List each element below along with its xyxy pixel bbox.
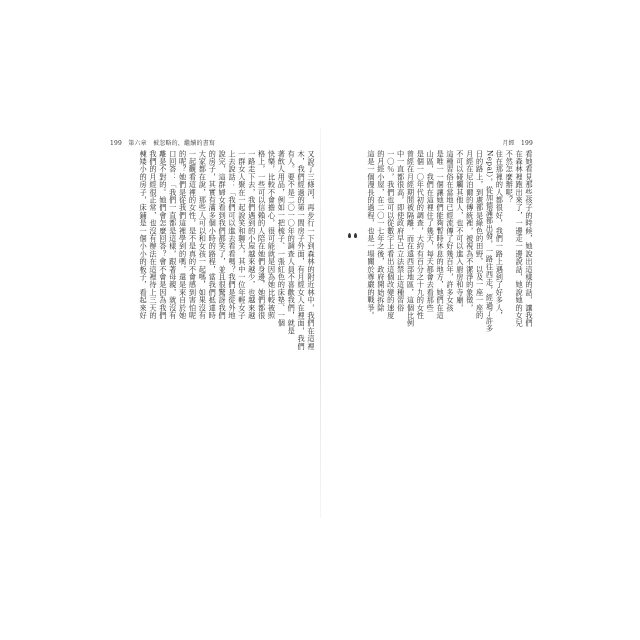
- text-column: 這是一個漫長的過程，也是一場關於尊嚴的戰爭。: [367, 150, 376, 320]
- right-page: [328, 138, 533, 518]
- text-column: 有人。要不是二〇一〇年的調查人員不喜歡我們，就是: [287, 150, 297, 335]
- text-column: 棟矮小的房子，床鋪是一個小小的板子，看起來好: [139, 150, 149, 320]
- left-page-header: 199 第六章 被忽略的，繼續的書寫: [110, 140, 216, 147]
- text-column: 又說了三條河，再步行一下到森林的附近林中，我們在這裡: [307, 150, 316, 351]
- text-column: 的月經小屋，在二〇一七年之後，政府開始拆除: [376, 150, 386, 312]
- text-column: 不可以碰觸其他人，也不可以進入廚房和寺廟，: [455, 150, 465, 312]
- text-column: 口回答：「我們一直都是這樣，跟著母親，就沒有: [168, 150, 178, 320]
- text-column: 這種習俗在當地已經流傳了好幾百年，許多女孩: [446, 150, 455, 312]
- left-page-text: [110, 150, 315, 518]
- text-column: 上去說話：「我們可以進去看看嗎？我們是從外地: [228, 150, 237, 320]
- right-page-text: [328, 150, 533, 518]
- text-column: 山區，我們在這裡住了幾天，每天都會去看那些: [426, 150, 436, 312]
- text-column: 我們的月經很正常，也沒有辦法在這裡待上三天的: [149, 150, 158, 320]
- text-column: 日的路上，到處都是綠色的田野，以及一座一座的: [475, 150, 485, 320]
- text-column: 木，我們經過的第一間房子外面，有月經女人在裡面，我們: [297, 150, 307, 351]
- text-column: 格上，一些可以信賴的人陪在她們身邊，她們都很: [257, 150, 267, 320]
- book-gutter: [320, 128, 321, 518]
- text-column: Nepal），從加德滿都出發，一路往西走，經過了許多: [485, 150, 495, 333]
- text-column: 月經在尼泊爾的傳統裡，被視為不潔淨的象徵，: [465, 150, 475, 312]
- text-column: 一〇％，我們也可以從數字上看出這個改變的速度: [386, 150, 396, 320]
- text-column: 看她看見那些孩子的時候，她說出這樣的話，讓我們: [525, 150, 534, 328]
- text-column: 說完，這群婦女看到我們都笑了，並且很驚訝我們: [218, 150, 228, 320]
- drop-icon: [354, 233, 357, 238]
- text-column: 中一直都很高，即使政府早已立法禁止這種習俗: [396, 150, 406, 312]
- text-column: 的房子，其實有滿多個小時的路程，當我們抵達時: [208, 150, 218, 320]
- drop-icon: [348, 233, 351, 238]
- text-column: 在森林裡跑出來了，一邊走一邊說話，她說她的女兒: [515, 150, 525, 328]
- text-column: 是唯一一個讓她們能夠暫時休息的地方，她們在這: [436, 150, 446, 320]
- text-column: 的呢？她們是從我們這裡學到的嗎，還是來自於她: [178, 150, 188, 320]
- text-column: 大家都在說，那些人可以和女孩一起嗎，如果沒有: [198, 150, 208, 320]
- text-column: 一路走下去，我們遇到的小屋越來越少，也越來越: [247, 150, 257, 320]
- text-column: 著飲人用品，例如一把梳子、一張紅色的床墊、一個: [277, 150, 287, 328]
- text-column: 離是不對的。她們會怎麼回答？會不會是因為我們: [158, 150, 168, 320]
- left-page: [110, 138, 315, 518]
- text-column: 住在那裡的人都很好，我們一路上遇到了好多人，: [495, 150, 505, 320]
- text-column: 曾經在月經期間被隔離，而在遠西部地區，這個比例: [406, 150, 416, 328]
- text-column: 快樂，比較不會擔心，很可能就是因為她比較被照: [267, 150, 277, 320]
- text-column: 一群女人聚在一起說笑和聊天，其中一位年輕女子: [237, 150, 247, 320]
- text-column: 是個一〇年代初的調查，大約有百分之十九的女性: [416, 150, 426, 320]
- text-column: 一起觀看這裡的女性，是不是真的不會感到害怕呢: [188, 150, 198, 320]
- section-break-marks: [348, 233, 357, 238]
- right-page-header: 月經 199: [502, 140, 533, 147]
- text-column: 不然怎麼辦呢？: [505, 150, 515, 204]
